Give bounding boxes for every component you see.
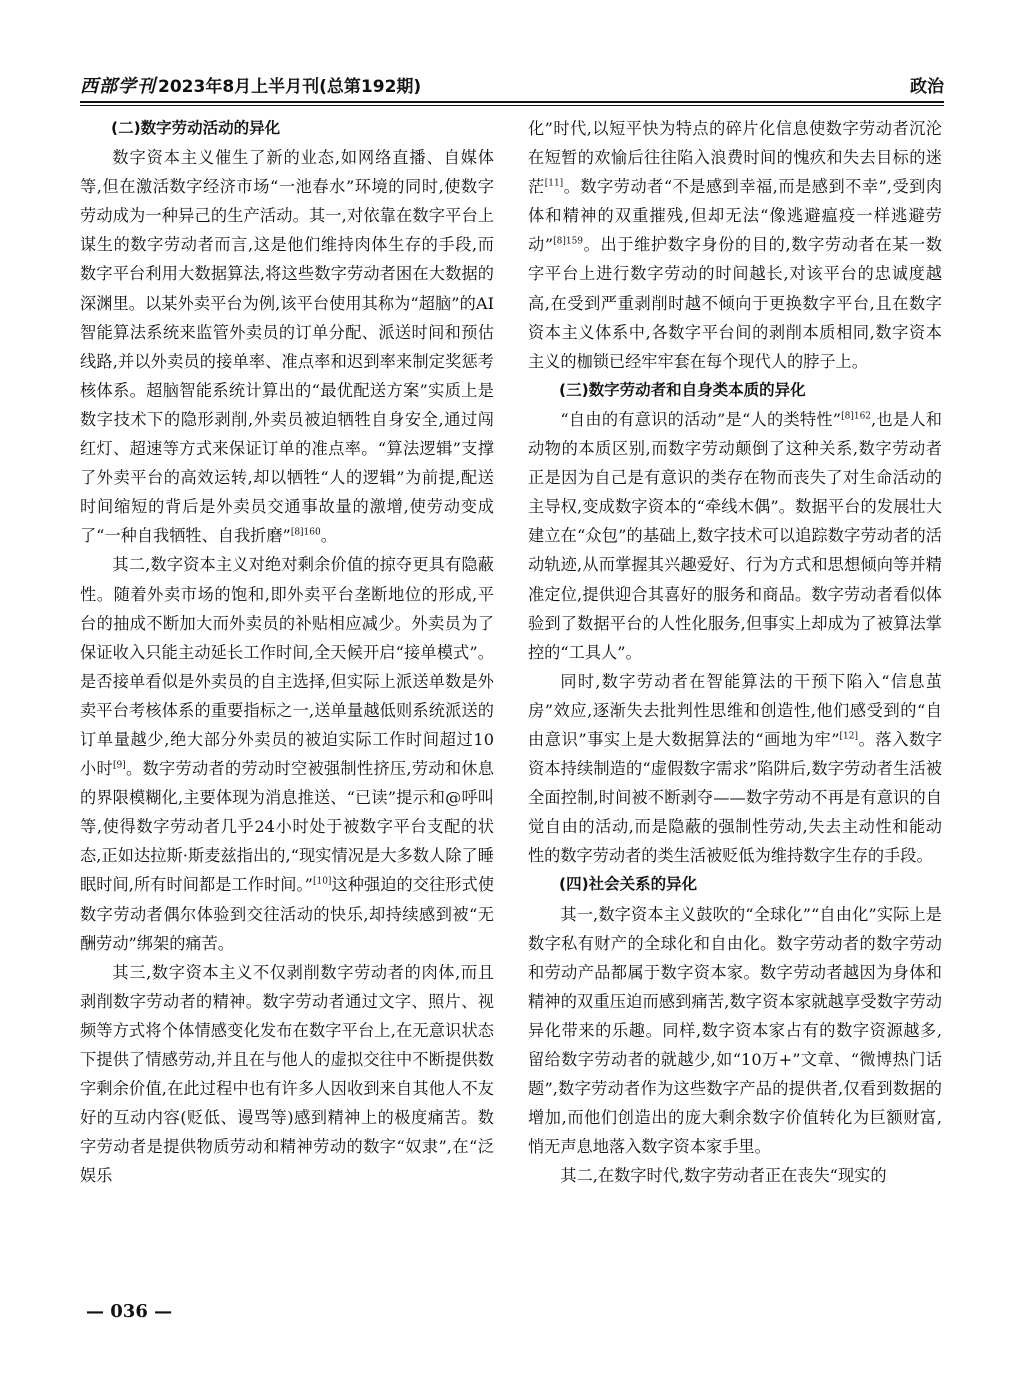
text-run: 同时,数字劳动者在智能算法的干预下陷入“信息茧房”效应,逐渐失去批判性思维和创造性,他们感受到的“自由意识”事实上是大数据算法的“画地为牢” <box>528 671 942 749</box>
text-run: 化”时代,以短平快为特点的碎片化信息使数字劳动者沉沦在短暂的欢愉后往往陷入浪费时间的愧疚和失去目标的迷茫 <box>528 119 942 197</box>
header-journal <box>80 74 421 100</box>
text-run: 其二,数字资本主义对绝对剩余价值的掠夺更具有隐蔽性。随着外卖市场的饱和,即外卖平台垄断地位的形成,平台的抽成不断加大而外卖员的补贴相应减少。外卖员为了保证收入只能主动延长工作时间,全天候开启“接单模式”。是否接单看似是外卖员的自主选择,但实际上派送单数是外卖平台考核体系的重要指标之一,送单量越低则系统派送的订单量越少,绝大部分外卖员的被迫实际工作时间超过10小时 <box>80 555 494 779</box>
paragraph <box>528 900 942 1162</box>
left-column <box>80 114 494 1190</box>
header-rule-thin <box>80 105 944 106</box>
running-header <box>80 74 944 102</box>
text-run: 。数字劳动者的劳动时空被强制性挤压,劳动和休息的界限模糊化,主要体现为消息推送、“已读”提示和@呼叫等,使得数字劳动者几乎24小时处于被数字平台支配的状态,正如达拉斯·斯麦兹指出的,“现实情况是大多数人除了睡眠时间,所有时间都是工作时间。” <box>80 759 494 895</box>
citation: [8]160 <box>290 527 321 538</box>
citation: [12] <box>839 731 859 742</box>
text-run: ,也是人和动物的本质区别,而数字劳动颠倒了这种关系,数字劳动者正是因为自己是有意识的类存在物而丧失了对生命活动的主导权,变成数字资本的“牵线木偶”。数据平台的发展壮大建立在“众包”的基础上,数字技术可以追踪数字劳动者的活动轨迹,从而掌握其兴趣爱好、行为方式和思想倾向等并精准定位,提供迎合其喜好的服务和商品。数字劳动者看似体验到了数据平台的人性化服务,但事实上却成为了被算法掌控的“工具人”。 <box>528 409 942 662</box>
text-run: 。出于维护数字身份的目的,数字劳动者在某一数字平台上进行数字劳动的时间越长,对该平台的忠诚度越高,在受到严重剥削时越不倾向于更换数字平台,且在数字资本主义体系中,各数字平台间的剥削本质相同,数字资本主义的枷锁已经牢牢套在每个现代人的脖子上。 <box>528 235 942 371</box>
citation: [9] <box>112 760 126 771</box>
page-number: — 036 — <box>86 1301 173 1322</box>
text-run: 这种强迫的交往形式使数字劳动者偶尔体验到交往活动的快乐,却持续感到被“无酬劳动”绑架的痛苦。 <box>80 875 495 953</box>
section-heading: (二)数字劳动活动的异化 <box>111 119 281 137</box>
section-heading: (三)数字劳动者和自身类本质的异化 <box>559 380 806 399</box>
text-run: 。数字劳动者“不是感到幸福,而是感到不幸”,受到肉体和精神的双重摧残,但却无法“像逃避瘟疫一样逃避劳动” <box>528 177 943 255</box>
paragraph <box>528 405 942 667</box>
paragraph <box>528 1161 942 1190</box>
section-heading: (四)社会关系的异化 <box>559 875 698 894</box>
paragraph <box>528 667 942 871</box>
text-run: 。 <box>320 526 337 546</box>
journal-logo: 西部学刊 <box>80 76 156 97</box>
paragraph <box>80 550 494 957</box>
paragraph <box>80 143 494 550</box>
text-run: 。落入数字资本持续制造的“虚假数字需求”陷阱后,数字劳动者生活被全面控制,时间被不断剥夺——数字劳动不再是有意识的自觉自由的活动,而是隐蔽的强制性劳动,失去主动性和能动性的数字劳动者的类生活被贬低为维持数字生存的手段。 <box>528 729 943 866</box>
right-column <box>528 114 942 1190</box>
citation: [8]159 <box>553 236 584 247</box>
citation: [11] <box>544 178 564 189</box>
citation: [8]162 <box>841 411 872 422</box>
text-run: 数字资本主义催生了新的业态,如网络直播、自媒体等,但在激活数字经济市场“一池春水”环境的同时,使数字劳动成为一种异己的生产活动。其一,对依靠在数字平台上谋生的数字劳动者而言,这是他们维持肉体生存的手段,而数字平台利用大数据算法,将这些数字劳动者困在大数据的深渊里。以某外卖平台为例,该平台使用其称为“超脑”的AI智能算法系统来监管外卖员的订单分配、派送时间和预估线路,并以外卖员的接单率、准点率和迟到率来制定奖惩考核体系。超脑智能系统计算出的“最优配送方案”实质上是数字技术下的隐形剥削,外卖员被迫牺牲自身安全,通过闯红灯、超速等方式来保证订单的准点率。“算法逻辑”支撑了外卖平台的高效运转,却以牺牲“人的逻辑”为前提,配送时间缩短的背后是外卖员交通事故量的激增,使劳动变成了“一种自我牺牲、自我折磨” <box>80 148 494 546</box>
issue-info: 2023年8月上半月刊(总第192期) <box>158 77 422 97</box>
citation: [10] <box>312 877 332 888</box>
text-run: 其三,数字资本主义不仅剥削数字劳动者的肉体,而且剥削数字劳动者的精神。数字劳动者通过文字、照片、视频等方式将个体情感变化发布在数字平台上,在无意识状态下提供了情感劳动,并且在与他人的虚拟交往中不断提供数字剩余价值,在此过程中也有许多人因收到来自其他人不友好的互动内容(贬低、谩骂等)感到精神上的极度痛苦。数字劳动者是提供物质劳动和精神劳动的数字“奴隶”,在“泛娱乐 <box>80 962 494 1186</box>
header-rule <box>80 101 944 103</box>
paragraph <box>80 958 494 1191</box>
text-run: “自由的有意识的活动”是“人的类特性” <box>560 409 842 429</box>
text-run: 其一,数字资本主义鼓吹的“全球化”“自由化”实际上是数字私有财产的全球化和自由化。数字劳动者的数字劳动和劳动产品都属于数字资本家。数字劳动者越因为身体和精神的双重压迫而感到痛苦,数字资本家就越享受数字劳动异化带来的乐趣。同样,数字资本家占有的数字资源越多,留给数字劳动者的就越少,如“10万+”文章、“微博热门话题”,数字劳动者作为这些数字产品的提供者,仅看到数据的增加,而他们创造出的庞大剩余数字价值转化为巨额财富,悄无声息地落入数字资本家手里。 <box>528 904 942 1157</box>
text-run: 其二,在数字时代,数字劳动者正在丧失“现实的 <box>560 1166 887 1186</box>
section-label: 政治 <box>910 77 944 97</box>
paragraph <box>528 114 942 376</box>
